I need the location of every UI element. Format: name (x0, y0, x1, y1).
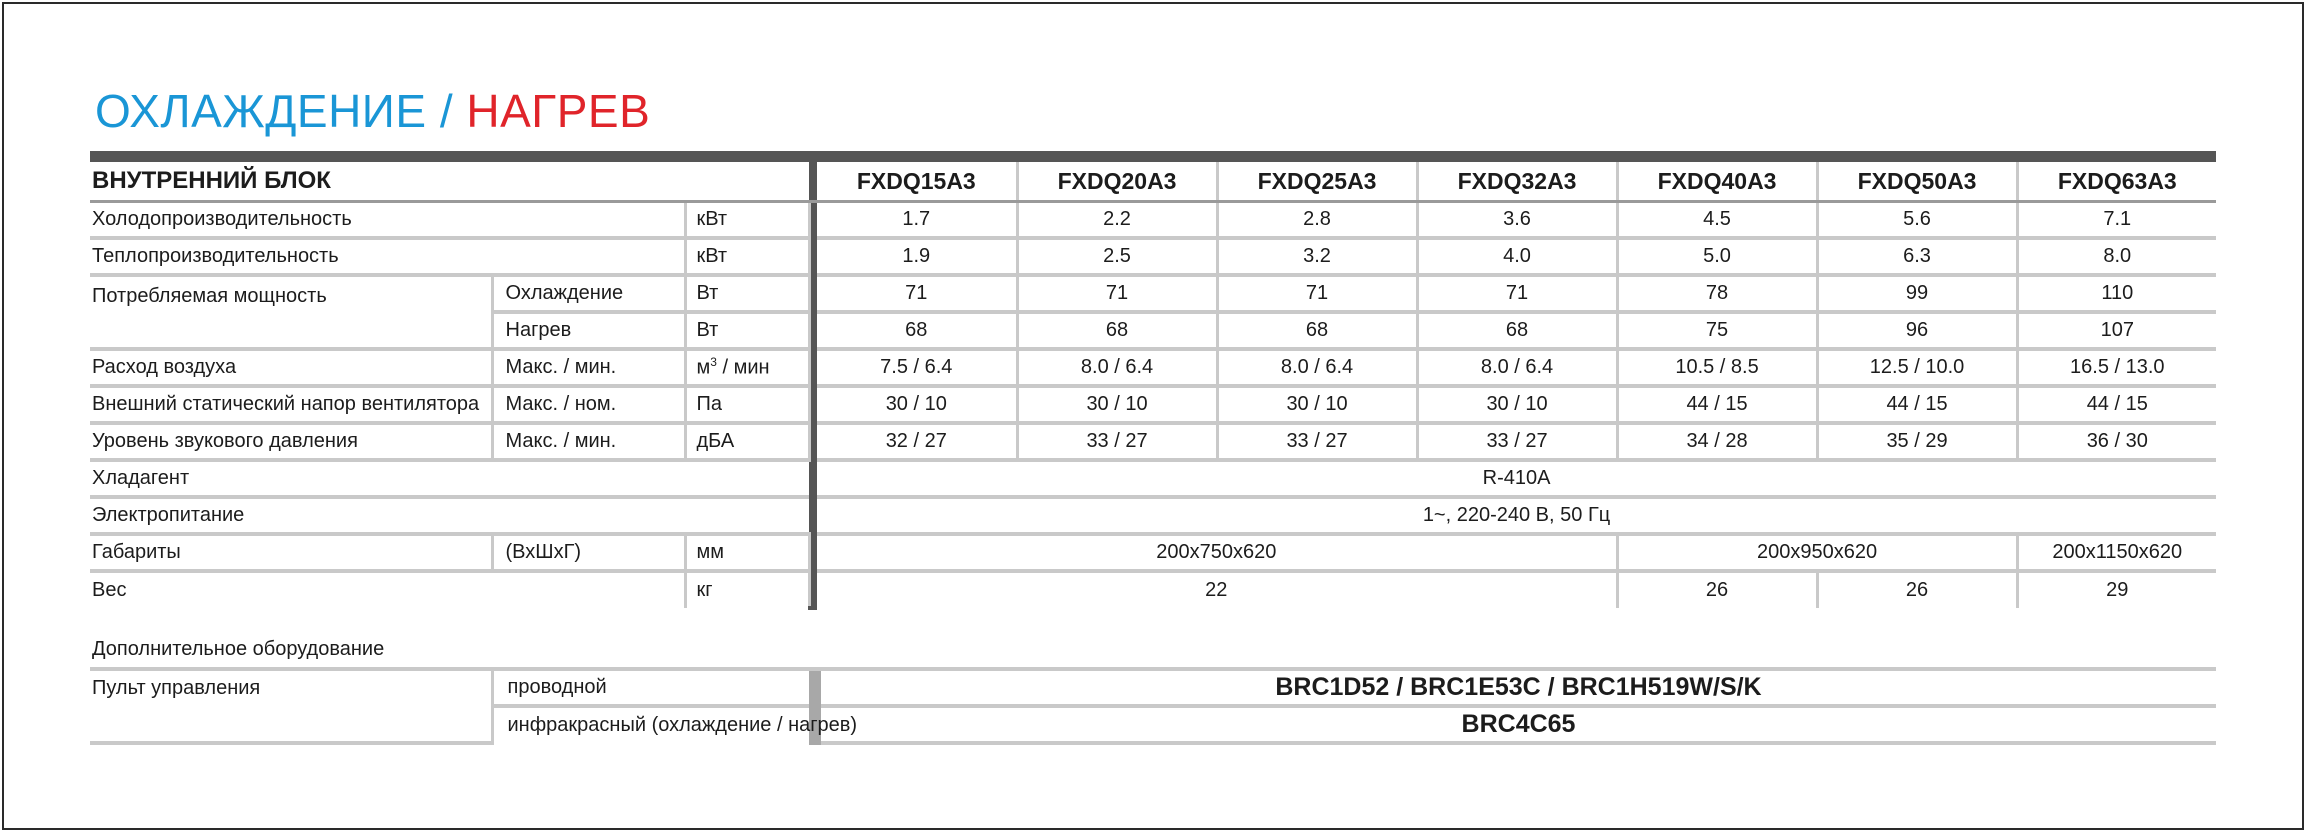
value-cell: 110 (2017, 275, 2216, 312)
table-row (90, 202, 2216, 239)
value-cell: 8.0 / 6.4 (1417, 349, 1617, 386)
table-row (90, 497, 2216, 534)
value-cell: 2.8 (1217, 202, 1417, 239)
value-cell: 33 / 27 (1017, 423, 1217, 460)
value-cell: 2.2 (1017, 202, 1217, 239)
title-heating: НАГРЕВ (466, 85, 651, 137)
value-cell: 36 / 30 (2017, 423, 2216, 460)
table-row (90, 275, 2216, 312)
value-cell: 71 (1017, 275, 1217, 312)
value-cell: 30 / 10 (817, 386, 1017, 423)
value-cell: 35 / 29 (1817, 423, 2017, 460)
unit-cell: кВт (685, 202, 809, 239)
unit-rest: / мин (716, 356, 770, 379)
value-cell: 44 / 15 (2017, 386, 2216, 423)
value-cell: BRC4C65 (821, 706, 2216, 743)
unit-superscript: 3 (710, 355, 717, 370)
title-cooling: ОХЛАЖДЕНИЕ (95, 85, 427, 137)
column-divider (809, 349, 817, 386)
value-cell: 78 (1617, 275, 1817, 312)
value-cell: 8.0 / 6.4 (1017, 349, 1217, 386)
value-cell: 3.6 (1417, 202, 1617, 239)
value-cell: 22 (817, 571, 1617, 608)
row-label: Габариты (90, 534, 492, 571)
row-label: Пульт управления (90, 669, 492, 743)
optional-equipment-table (90, 667, 2216, 745)
value-cell: 33 / 27 (1417, 423, 1617, 460)
unit-cell: дБА (685, 423, 809, 460)
model-header: FXDQ50A3 (1817, 157, 2017, 202)
column-divider (809, 275, 817, 312)
row-label: Расход воздуха (90, 349, 492, 386)
indoor-unit-label: ВНУТРЕННИЙ БЛОК (90, 157, 809, 202)
value-cell: 68 (1017, 312, 1217, 349)
value-cell: 8.0 (2017, 238, 2216, 275)
title-separator: / (439, 85, 454, 137)
value-cell: 26 (1817, 571, 2017, 608)
page-title (95, 84, 650, 138)
column-divider (809, 238, 817, 275)
value-cell: 29 (2017, 571, 2216, 608)
value-cell: 5.0 (1617, 238, 1817, 275)
row-label: Электропитание (90, 497, 809, 534)
column-divider (809, 669, 821, 706)
value-cell: 33 / 27 (1217, 423, 1417, 460)
table-row (90, 349, 2216, 386)
model-header: FXDQ25A3 (1217, 157, 1417, 202)
value-cell: 30 / 10 (1217, 386, 1417, 423)
sub-label: (ВхШхГ) (492, 534, 685, 571)
value-cell: 200x950x620 (1617, 534, 2017, 571)
value-cell: 32 / 27 (817, 423, 1017, 460)
value-cell: R-410A (817, 460, 2216, 497)
table-row (90, 423, 2216, 460)
model-header: FXDQ40A3 (1617, 157, 1817, 202)
value-cell: BRC1D52 / BRC1E53C / BRC1H519W/S/K (821, 669, 2216, 706)
value-cell: 4.5 (1617, 202, 1817, 239)
column-divider (809, 312, 817, 349)
unit-cell: мм (685, 534, 809, 571)
column-divider (809, 202, 817, 239)
table-row (90, 460, 2216, 497)
optional-equipment-heading: Дополнительное оборудование (92, 638, 385, 660)
column-divider (809, 571, 817, 608)
sub-label: Макс. / мин. (492, 349, 685, 386)
sub-label: проводной (492, 669, 809, 706)
value-cell: 200x1150x620 (2017, 534, 2216, 571)
table-row (90, 534, 2216, 571)
column-divider (809, 460, 817, 497)
sub-label: Охлаждение (492, 275, 685, 312)
column-divider (809, 386, 817, 423)
table-row (90, 238, 2216, 275)
sub-label: Макс. / мин. (492, 423, 685, 460)
unit-cell: кг (685, 571, 809, 608)
value-cell: 1~, 220-240 В, 50 Гц (817, 497, 2216, 534)
column-divider (809, 157, 817, 202)
sub-label: Макс. / ном. (492, 386, 685, 423)
specifications-table (90, 151, 2216, 610)
sub-label: инфракрасный (охлаждение / нагрев) (492, 706, 809, 743)
table-row (90, 669, 2216, 706)
unit-cell: Па (685, 386, 809, 423)
table-row (90, 386, 2216, 423)
value-cell: 99 (1817, 275, 2017, 312)
value-cell: 71 (817, 275, 1017, 312)
column-divider (809, 423, 817, 460)
value-cell: 30 / 10 (1017, 386, 1217, 423)
value-cell: 7.5 / 6.4 (817, 349, 1017, 386)
value-cell: 10.5 / 8.5 (1617, 349, 1817, 386)
value-cell: 96 (1817, 312, 2017, 349)
value-cell: 8.0 / 6.4 (1217, 349, 1417, 386)
row-label: Хладагент (90, 460, 809, 497)
row-label: Вес (90, 571, 685, 608)
row-label: Теплопроизводительность (90, 238, 685, 275)
column-divider (809, 534, 817, 571)
value-cell: 71 (1217, 275, 1417, 312)
value-cell: 12.5 / 10.0 (1817, 349, 2017, 386)
value-cell: 30 / 10 (1417, 386, 1617, 423)
value-cell: 2.5 (1017, 238, 1217, 275)
value-cell: 107 (2017, 312, 2216, 349)
value-cell: 44 / 15 (1817, 386, 2017, 423)
value-cell: 7.1 (2017, 202, 2216, 239)
unit-cell: Вт (685, 275, 809, 312)
row-label: Уровень звукового давления (90, 423, 492, 460)
header-row (90, 157, 2216, 202)
value-cell: 3.2 (1217, 238, 1417, 275)
column-divider (809, 497, 817, 534)
value-cell: 68 (817, 312, 1017, 349)
value-cell: 5.6 (1817, 202, 2017, 239)
model-header: FXDQ32A3 (1417, 157, 1617, 202)
value-cell: 75 (1617, 312, 1817, 349)
table-row (90, 571, 2216, 608)
value-cell: 44 / 15 (1617, 386, 1817, 423)
unit-cell (685, 349, 809, 386)
unit-cell: кВт (685, 238, 809, 275)
value-cell: 200x750x620 (817, 534, 1617, 571)
unit-cell: Вт (685, 312, 809, 349)
value-cell: 68 (1417, 312, 1617, 349)
value-cell: 26 (1617, 571, 1817, 608)
row-label: Холодопроизводительность (90, 202, 685, 239)
row-label: Внешний статический напор вентилятора (90, 386, 492, 423)
value-cell: 68 (1217, 312, 1417, 349)
value-cell: 71 (1417, 275, 1617, 312)
model-header: FXDQ15A3 (817, 157, 1017, 202)
value-cell: 6.3 (1817, 238, 2017, 275)
model-header: FXDQ63A3 (2017, 157, 2216, 202)
value-cell: 34 / 28 (1617, 423, 1817, 460)
row-label: Потребляемая мощность (90, 275, 492, 349)
value-cell: 1.9 (817, 238, 1017, 275)
value-cell: 1.7 (817, 202, 1017, 239)
sub-label: Нагрев (492, 312, 685, 349)
value-cell: 4.0 (1417, 238, 1617, 275)
model-header: FXDQ20A3 (1017, 157, 1217, 202)
value-cell: 16.5 / 13.0 (2017, 349, 2216, 386)
unit-base: м (696, 356, 711, 379)
